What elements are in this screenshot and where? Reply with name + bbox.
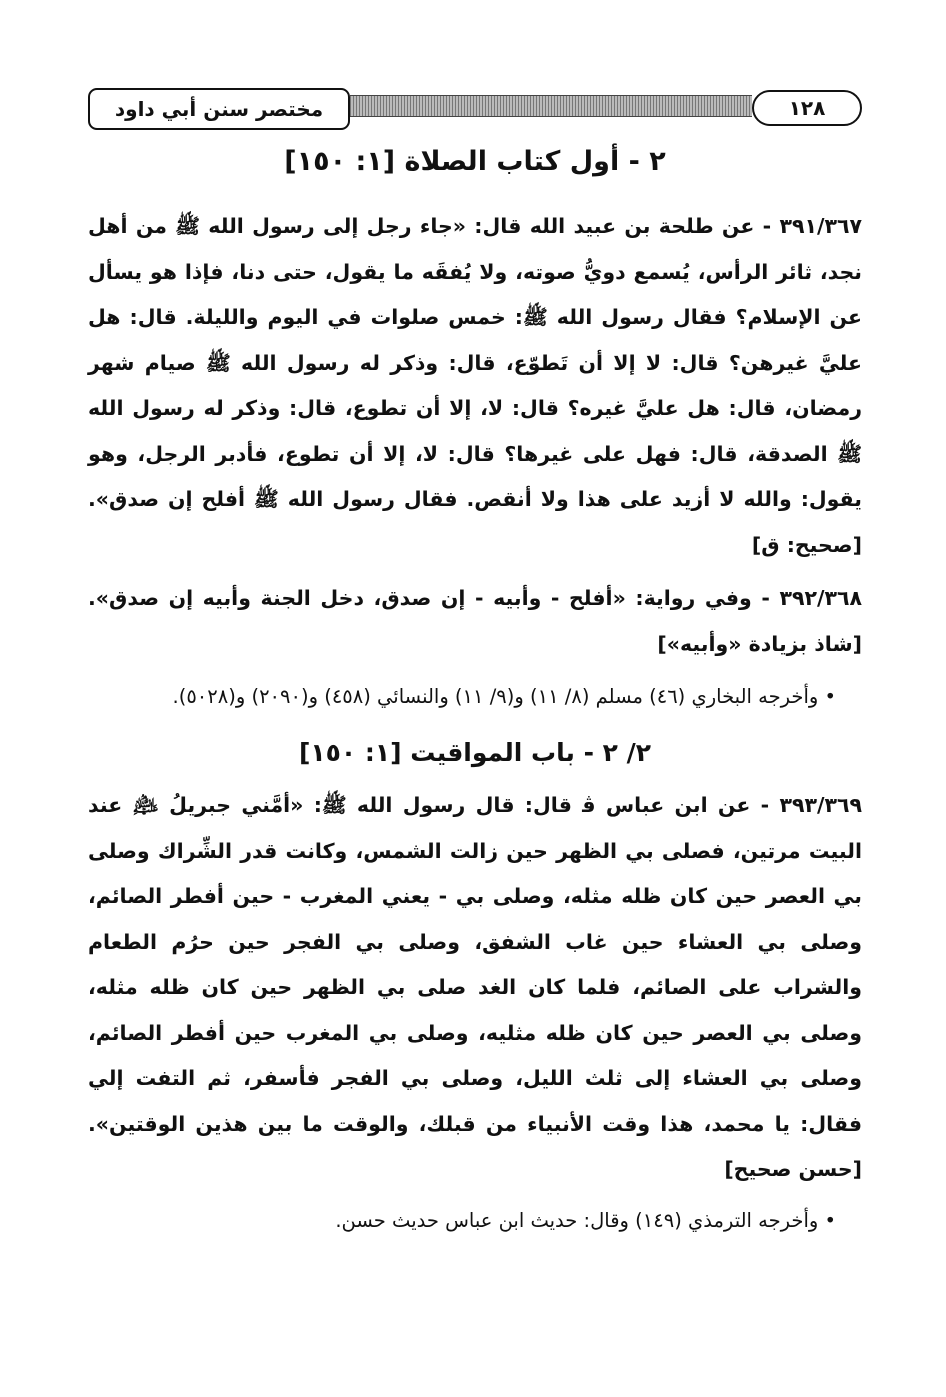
chapter-title: ٢ - أول كتاب الصلاة [١: ١٥٠] [284, 146, 666, 177]
page-number: ١٢٨ [752, 90, 862, 126]
page-body [88, 140, 862, 1241]
hadith-393: ٣٩٣/٣٦٩ - عن ابن عباس ﭬ قال: قال رسول الله ﷺ: «أمَّني جبريلُ ﵇ عند البيت مرتين، فصلى بي الظهر حين زالت الشمس، وكانت قدر الشِّراك وصلى بي العصر حين كان ظله مثله، وصلى بي - يعني المغرب - حين أفطر الصائم، وصلى بي العشاء حين غاب الشفق، وصلى بي الفجر حين حرُم الطعام والشراب على الصائم، فلما كان الغد صلى بي الظهر حين كان ظله مثله، وصلى بي العصر حين كان ظله مثليه، وصلى بي المغرب حين أفطر الصائم، وصلى بي العشاء إلى ثلث الليل، وصلى بي الفجر فأسفر، ثم التفت إلي فقال: يا محمد، هذا وقت الأنبياء من قبلك، والوقت ما بين هذين الوقتين». [حسن صحيح] [88, 793, 862, 1181]
header-decorative-bar [350, 95, 752, 117]
hadith-391: ٣٩١/٣٦٧ - عن طلحة بن عبيد الله قال: «جاء رجل إلى رسول الله ﷺ من أهل نجد، ثائر الرأس، يُسمع دويُّ صوته، ولا يُفقَه ما يقول، حتى دنا، فإذا هو يسأل عن الإسلام؟ فقال رسول الله ﷺ: خمس صلوات في اليوم والليلة. قال: هل عليَّ غيرهن؟ قال: لا إلا أن تَطوّع، قال: وذكر له رسول الله ﷺ صيام شهر رمضان، قال: هل عليَّ غيره؟ قال: لا، إلا أن تطوع، قال: وذكر له رسول الله ﷺ الصدقة، قال: فهل على غيرها؟ قال: لا، إلا أن تطوع، فأدبر الرجل، وهو يقول: والله لا أزيد على هذا ولا أنقص. فقال رسول الله ﷺ أفلح إن صدق». [صحيح: ق] [88, 214, 862, 557]
section-title: ٢/ ٢ - باب المواقيت [١: ١٥٠] [298, 738, 652, 767]
hadith-392: ٣٩٢/٣٦٨ - وفي رواية: «أفلح - وأبيه - إن صدق، دخل الجنة وأبيه إن صدق». [شاذ بزيادة «وأبيه»] [88, 586, 862, 656]
running-header [88, 88, 862, 128]
takhrij-note-1: • وأخرجه البخاري (٤٦) مسلم (٨/ ١١) و(٩/ ١١) والنسائي (٤٥٨) و(٢٠٩٠) و(٥٠٢٨). [172, 685, 836, 708]
takhrij-note-2: • وأخرجه الترمذي (١٤٩) وقال: حديث ابن عباس حديث حسن. [335, 1208, 836, 1232]
book-title: مختصر سنن أبي داود [88, 88, 350, 130]
